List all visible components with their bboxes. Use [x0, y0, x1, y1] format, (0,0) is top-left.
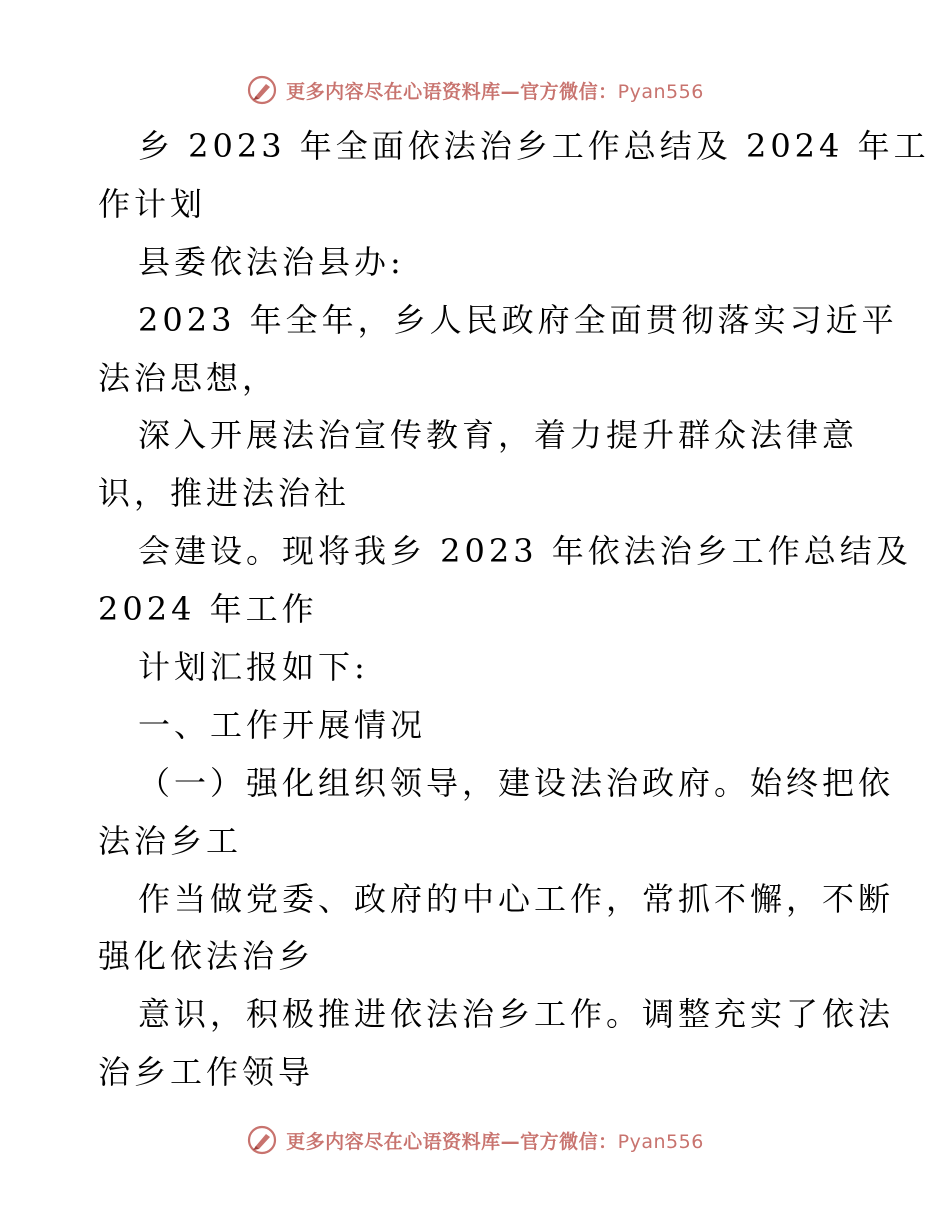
text-line: 作计划 [98, 184, 207, 223]
text-line: 意识，积极推进依法治乡工作。调整充实了依法 [138, 995, 895, 1034]
text-line: 乡 2023 年全面依法治乡工作总结及 2024 年工 [138, 127, 930, 165]
text-line: 县委依法治县办: [138, 242, 405, 281]
pen-nib-logo-icon [246, 1124, 278, 1156]
document-body [98, 118, 930, 1102]
text-line: 作当做党委、政府的中心工作，常抓不懈，不断 [138, 879, 895, 918]
watermark-header [0, 70, 950, 110]
text-line: 2024 年工作 [98, 590, 318, 629]
text-line: 强化依法治乡 [98, 937, 315, 976]
text-line: 识，推进法治社 [98, 474, 351, 513]
text-line: （一）强化组织领导，建设法治政府。始终把依 [138, 763, 895, 802]
text-line: 治乡工作领导 [98, 1053, 315, 1092]
watermark-footer [0, 1120, 950, 1160]
watermark-text: 更多内容尽在心语资料库—官方微信：Pyan556 [286, 1130, 704, 1153]
watermark-wechat-id: Pyan556 [617, 1130, 704, 1153]
text-line: 一、工作开展情况 [138, 705, 427, 744]
text-line: 深入开展法治宣传教育，着力提升群众法律意 [138, 416, 859, 455]
text-line: 法治乡工 [98, 821, 243, 860]
text-line: 法治思想， [98, 358, 279, 397]
text-line: 2023 年全年，乡人民政府全面贯彻落实习近平 [138, 300, 898, 339]
watermark-text: 更多内容尽在心语资料库—官方微信：Pyan556 [286, 80, 704, 103]
pen-nib-logo-icon [246, 74, 278, 106]
watermark-wechat-id: Pyan556 [617, 80, 704, 103]
text-line: 计划汇报如下: [138, 648, 369, 687]
text-line: 会建设。现将我乡 2023 年依法治乡工作总结及 [138, 532, 912, 571]
